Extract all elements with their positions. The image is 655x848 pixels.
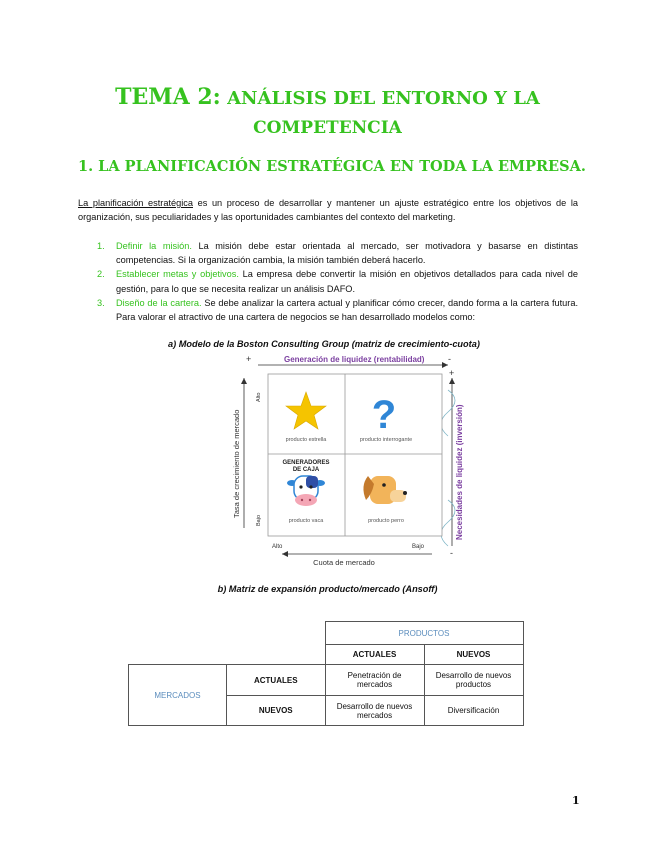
intro-term: La planificación estratégica <box>78 198 193 208</box>
q-cash-title1: GENERADORES <box>282 460 330 466</box>
steps-list <box>78 239 578 324</box>
left-axis-label: Tasa de crecimiento de mercado <box>232 409 241 518</box>
top-plus: + <box>246 354 252 364</box>
top-minus: - <box>448 354 451 364</box>
right-minus: - <box>450 548 453 558</box>
page-number: 1 <box>572 794 580 807</box>
q-dog-label: producto perro <box>368 518 404 524</box>
ansoff-cell-nuevos-productos: Desarrollo de nuevos productos <box>424 665 523 696</box>
ansoff-cell-nuevos-mercados: Desarrollo de nuevos mercados <box>325 696 424 726</box>
question-icon: ? <box>371 393 397 437</box>
caption-bcg: a) Modelo de la Boston Consulting Group (matriz de crecimiento-cuota) <box>168 339 480 349</box>
ansoff-col-nuevos: NUEVOS <box>424 645 523 665</box>
list-highlight: Diseño de la cartera. <box>116 297 202 308</box>
list-highlight: Establecer metas y objetivos. <box>116 269 239 280</box>
ansoff-row-nuevos: NUEVOS <box>227 696 326 726</box>
list-number: 1. <box>97 241 105 251</box>
list-text: La misión debe estar orientada al mercado, ser motivadora y basarse en distintas competencias. Si la organización cambia, la misión también deberá hacerlo. <box>116 241 578 266</box>
ansoff-table <box>128 621 524 726</box>
ansoff-col-actuales: ACTUALES <box>325 645 424 665</box>
q-star-label: producto estrella <box>285 437 327 443</box>
document-title <box>0 84 655 110</box>
title-rest: ANÁLISIS DEL ENTORNO Y LA <box>227 88 540 109</box>
ansoff-mercados-header: MERCADOS <box>129 665 227 726</box>
section-heading: 1. LA PLANIFICACIÓN ESTRATÉGICA EN TODA LA EMPRESA. <box>78 158 586 175</box>
list-number: 2. <box>97 269 105 280</box>
ansoff-cell-penetracion: Penetración de mercados <box>325 665 424 696</box>
q-cow-label: producto vaca <box>288 518 324 524</box>
list-text: Se debe analizar la cartera actual y planificar cómo crecer, dando forma a la cartera futura. Para valorar el atractivo de una cartera de negocios se han desarrollado modelos como: <box>116 297 578 323</box>
right-axis-label: Necesidades de liquidez (inversión) <box>455 404 464 540</box>
title-tema: TEMA 2: <box>115 84 221 110</box>
right-plus: + <box>449 368 455 378</box>
list-item <box>78 296 578 324</box>
q-question-label: producto interrogante <box>359 437 413 443</box>
top-axis-label: Generación de liquidez (rentabilidad) <box>284 355 425 364</box>
bottom-axis-label: Cuota de mercado <box>313 558 375 567</box>
left-alto: Alto <box>256 392 262 402</box>
ansoff-row-actuales: ACTUALES <box>227 665 326 696</box>
bottom-alto: Alto <box>272 544 283 550</box>
list-item <box>78 239 578 267</box>
ansoff-cell-diversificacion: Diversificación <box>424 696 523 726</box>
list-text: La empresa debe convertir la misión en objetivos detallados para cada nivel de gestión, para lo que se necesita realizar un análisis DAFO. <box>116 269 578 294</box>
caption-ansoff: b) Matriz de expansión producto/mercado (Ansoff) <box>217 584 438 594</box>
ansoff-productos-header: PRODUCTOS <box>325 622 523 645</box>
intro-text: es un proceso de desarrollar y mantener un ajuste estratégico entre los objetivos de la organización, sus peculiaridades y las oportunidades cambiantes del contexto del marketing. <box>78 198 578 223</box>
intro-paragraph <box>78 196 578 224</box>
left-bajo: Bajo <box>256 514 262 526</box>
document-title-line2: COMPETENCIA <box>253 118 402 138</box>
list-number: 3. <box>97 297 105 308</box>
q-cash-title2: DE CAJA <box>292 467 320 473</box>
list-highlight: Definir la misión. <box>116 241 192 251</box>
bcg-matrix-figure <box>222 350 470 568</box>
bottom-bajo: Bajo <box>412 544 425 550</box>
list-item <box>78 267 578 295</box>
